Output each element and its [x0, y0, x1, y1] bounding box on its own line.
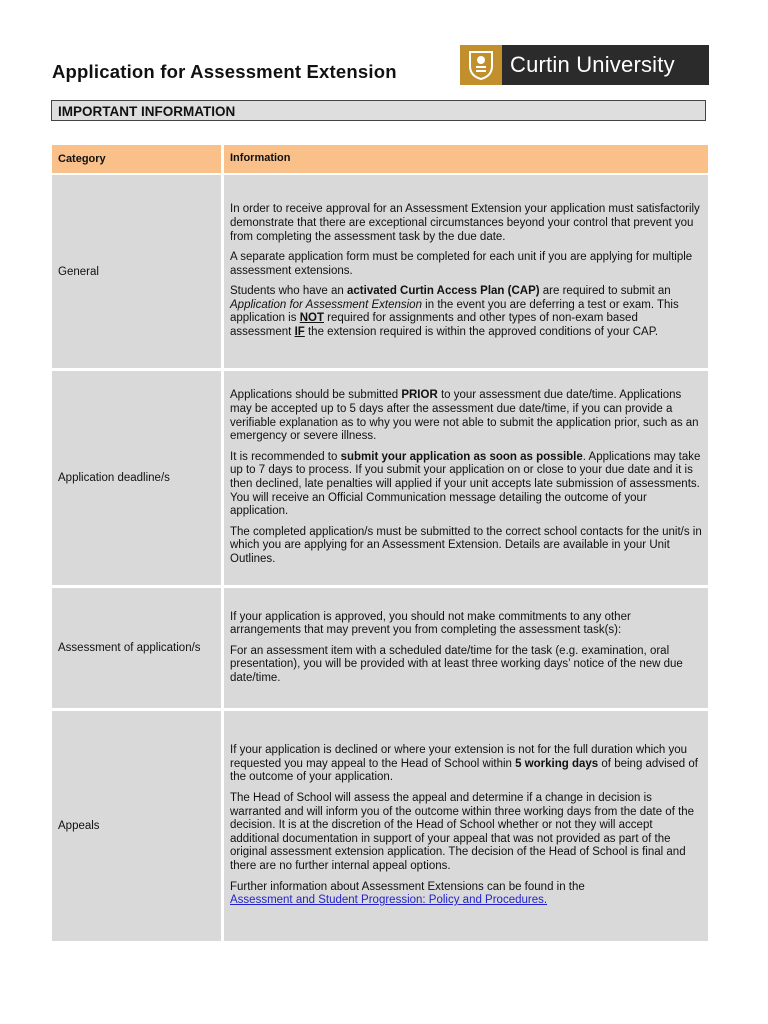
paragraph: Applications should be submitted PRIOR to your assessment due date/time. Applications may be accepted up to 5 days after the assessment due date/time, if you can provide a verifiable explanation as to why you were not able to submit the application prior, such as an emergency or severe illness. — [230, 389, 699, 443]
paragraph: Further information about Assessment Extensions can be found in the Assessment and Student Progression: Policy and Procedures. — [230, 880, 585, 907]
paragraph: A separate application form must be completed for each unit if you are applying for multiple assessment extensions. — [230, 251, 693, 277]
header-category: Category — [52, 145, 221, 173]
category-general: General — [52, 175, 221, 368]
paragraph: Students who have an activated Curtin Access Plan (CAP) are required to submit an Application for Assessment Extension in the event you are deferring a test or exam. This application is NOT required for assignments and other types of non-exam based assessment IF the extension required is within the approved conditions of your CAP. — [230, 285, 679, 339]
table-header-row — [52, 145, 708, 173]
paragraph: If your application is approved, you should not make commitments to any other arrangements that may prevent you from completing the assessment task(s): — [230, 610, 631, 637]
category-application-deadline: Application deadline/s — [52, 371, 221, 585]
paragraph: For an assessment item with a scheduled date/time for the task (e.g. examination, oral presentation), you will be provided with at least three working days’ notice of the new due date/time. — [230, 644, 683, 684]
info-assessment-of-applications — [224, 588, 708, 708]
paragraph: The Head of School will assess the appeal and determine if a change in decision is warranted and will inform you of the outcome within three working days from the date of the decision. It is at the discretion of the Head of School whether or not they will accept additional documentation in support of your appeal that was not provided as part of the original assessment extension application. The decision of the Head of School is final and there are no further internal appeal options. — [230, 792, 695, 872]
document-title: Application for Assessment Extension — [52, 61, 397, 82]
paragraph: In order to receive approval for an Assessment Extension your application must satisfactorily demonstrate that there are exceptional circumstances beyond your control that prevent you from completing the assessment task by the due date. — [230, 203, 700, 243]
table-row — [52, 175, 708, 368]
curtin-crest-icon — [460, 45, 502, 85]
info-application-deadline — [224, 371, 708, 585]
important-information-banner: IMPORTANT INFORMATION — [51, 100, 706, 121]
policy-procedures-link[interactable]: Assessment and Student Progression: Policy and Procedures. — [230, 894, 548, 907]
information-table — [52, 145, 708, 944]
curtin-logo — [460, 45, 709, 85]
category-assessment-of-applications: Assessment of application/s — [52, 588, 221, 708]
paragraph: If your application is declined or where your extension is not for the full duration which you requested you may appeal to the Head of School within 5 working days of being advised of the outcome of your application. — [230, 744, 698, 784]
table-row — [52, 588, 708, 708]
paragraph: The completed application/s must be submitted to the correct school contacts for the unit/s in which you are applying for an Assessment Extension. Details are available in your Unit Outlines. — [230, 525, 702, 565]
category-appeals: Appeals — [52, 711, 221, 941]
paragraph: It is recommended to submit your application as soon as possible. Applications may take up to 7 days to process. If you submit your application on or close to your due date and it is then declined, late penalties will applied if your unit accepts late submission of assessments. You will receive an Official Communication message detailing the outcome of your application. — [230, 450, 701, 518]
info-appeals — [224, 711, 708, 941]
logo-wordmark: Curtin University — [510, 52, 675, 77]
info-general — [224, 175, 708, 368]
header-information-label: Information — [230, 152, 291, 165]
table-row — [52, 371, 708, 585]
header-information — [224, 145, 708, 173]
table-row — [52, 711, 708, 941]
